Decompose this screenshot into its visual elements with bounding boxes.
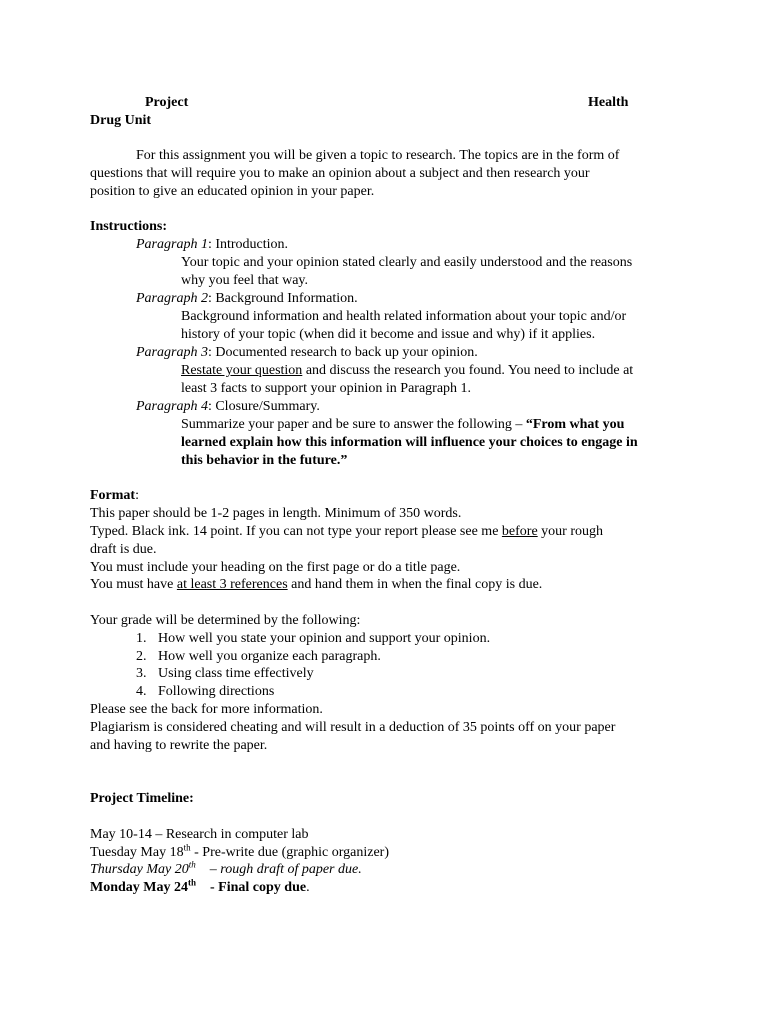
format-heading xyxy=(90,487,139,505)
header-subject: Health xyxy=(588,95,629,110)
format-line-5-a: You must have xyxy=(90,577,177,592)
paragraph-2-title: : Background Information. xyxy=(207,291,358,306)
paragraph-4-header xyxy=(136,398,320,416)
paragraph-3-header xyxy=(136,344,478,362)
paragraph-4-line-1-bold: “From what you xyxy=(525,417,625,432)
paragraph-3-label: Paragraph 3 xyxy=(136,345,208,360)
format-heading-colon: : xyxy=(135,488,139,503)
grade-item-4-num: 4. xyxy=(136,684,147,699)
paragraph-3-line-2: least 3 facts to support your opinion in Paragraph 1. xyxy=(181,381,472,396)
paragraph-1-title: : Introduction. xyxy=(207,237,289,252)
timeline-item-3 xyxy=(90,861,362,879)
format-line-5 xyxy=(90,576,542,594)
timeline-item-4-sup: th xyxy=(188,877,197,888)
timeline-item-3-sup: th xyxy=(188,859,196,870)
grade-item-4 xyxy=(136,683,274,701)
grade-item-3 xyxy=(136,665,314,683)
paragraph-4-title: : Closure/Summary. xyxy=(207,399,320,414)
format-line-3: draft is due. xyxy=(90,542,157,557)
paragraph-4-line-3: this behavior in the future.” xyxy=(181,453,348,468)
intro-line-2: questions that will require you to make an opinion about a subject and then research your xyxy=(90,166,590,181)
intro-line-3: position to give an educated opinion in your paper. xyxy=(90,184,375,199)
format-line-2-a: Typed. Black ink. 14 point. If you can not type your report please see me xyxy=(90,524,502,539)
timeline-heading: Project Timeline: xyxy=(90,791,194,806)
paragraph-3-line-1-rest: and discuss the research you found. You need to include at xyxy=(302,363,634,378)
format-references-text: at least 3 references xyxy=(176,577,288,592)
plagiarism-line-1: Plagiarism is considered cheating and will result in a deduction of 35 points off on your paper xyxy=(90,720,616,735)
grade-item-3-text: Using class time effectively xyxy=(158,666,314,681)
timeline-item-2-date: Tuesday May 18 xyxy=(90,845,184,860)
paragraph-2-line-1: Background information and health related information about your topic and/or xyxy=(181,309,627,324)
timeline-item-4-end: . xyxy=(306,880,310,895)
timeline-item-4-rest: - Final copy due xyxy=(210,880,307,895)
paragraph-1-line-2: why you feel that way. xyxy=(181,273,308,288)
format-line-1: This paper should be 1-2 pages in length. Minimum of 350 words. xyxy=(90,506,462,521)
paragraph-1-header xyxy=(136,236,288,254)
paragraph-4-line-1-plain: Summarize your paper and be sure to answer the following – xyxy=(181,417,526,432)
grade-item-4-text: Following directions xyxy=(158,684,275,699)
paragraph-1-line-1: Your topic and your opinion stated clearly and easily understood and the reasons xyxy=(181,255,633,270)
paragraph-3-line-1 xyxy=(181,362,633,380)
timeline-item-3-rest: – rough draft of paper due. xyxy=(209,862,362,877)
intro-line-1: For this assignment you will be given a topic to research. The topics are in the form of xyxy=(136,148,620,163)
timeline-item-2-sup: th xyxy=(183,842,191,853)
grade-item-2-text: How well you organize each paragraph. xyxy=(158,649,381,664)
paragraph-3-title: : Documented research to back up your opinion. xyxy=(207,345,478,360)
timeline-item-1: May 10-14 – Research in computer lab xyxy=(90,827,309,842)
timeline-item-3-date: Thursday May 20 xyxy=(90,862,189,877)
paragraph-1-label: Paragraph 1 xyxy=(136,237,208,252)
timeline-item-4 xyxy=(90,879,310,897)
grade-intro: Your grade will be determined by the following: xyxy=(90,613,361,628)
timeline-item-4-date: Monday May 24 xyxy=(90,880,188,895)
paragraph-2-label: Paragraph 2 xyxy=(136,291,208,306)
paragraph-2-header xyxy=(136,290,358,308)
grade-item-2 xyxy=(136,648,381,666)
timeline-item-2-rest: - Pre-write due (graphic organizer) xyxy=(190,845,389,860)
format-heading-text: Format xyxy=(90,488,136,503)
grade-item-3-num: 3. xyxy=(136,666,147,681)
header-project: Project xyxy=(145,95,189,110)
paragraph-4-line-2: learned explain how this information will influence your choices to engage in xyxy=(181,435,638,450)
grade-item-1 xyxy=(136,630,490,648)
format-line-4: You must include your heading on the first page or do a title page. xyxy=(90,560,461,575)
grade-item-2-num: 2. xyxy=(136,649,147,664)
paragraph-4-line-1 xyxy=(181,416,624,434)
back-note: Please see the back for more information. xyxy=(90,702,323,717)
paragraph-4-label: Paragraph 4 xyxy=(136,399,208,414)
grade-item-1-num: 1. xyxy=(136,631,147,646)
plagiarism-line-2: and having to rewrite the paper. xyxy=(90,738,268,753)
paragraph-2-line-2: history of your topic (when did it become and issue and why) if it applies. xyxy=(181,327,596,342)
instructions-heading: Instructions: xyxy=(90,219,168,234)
grade-item-1-text: How well you state your opinion and support your opinion. xyxy=(158,631,491,646)
format-line-2-b: your rough xyxy=(537,524,603,539)
header-unit: Drug Unit xyxy=(90,113,152,128)
restate-question-text: Restate your question xyxy=(181,363,303,378)
timeline-item-2 xyxy=(90,844,389,862)
format-before-text: before xyxy=(501,524,538,539)
format-line-5-b: and hand them in when the final copy is due. xyxy=(287,577,543,592)
format-line-2 xyxy=(90,523,603,541)
